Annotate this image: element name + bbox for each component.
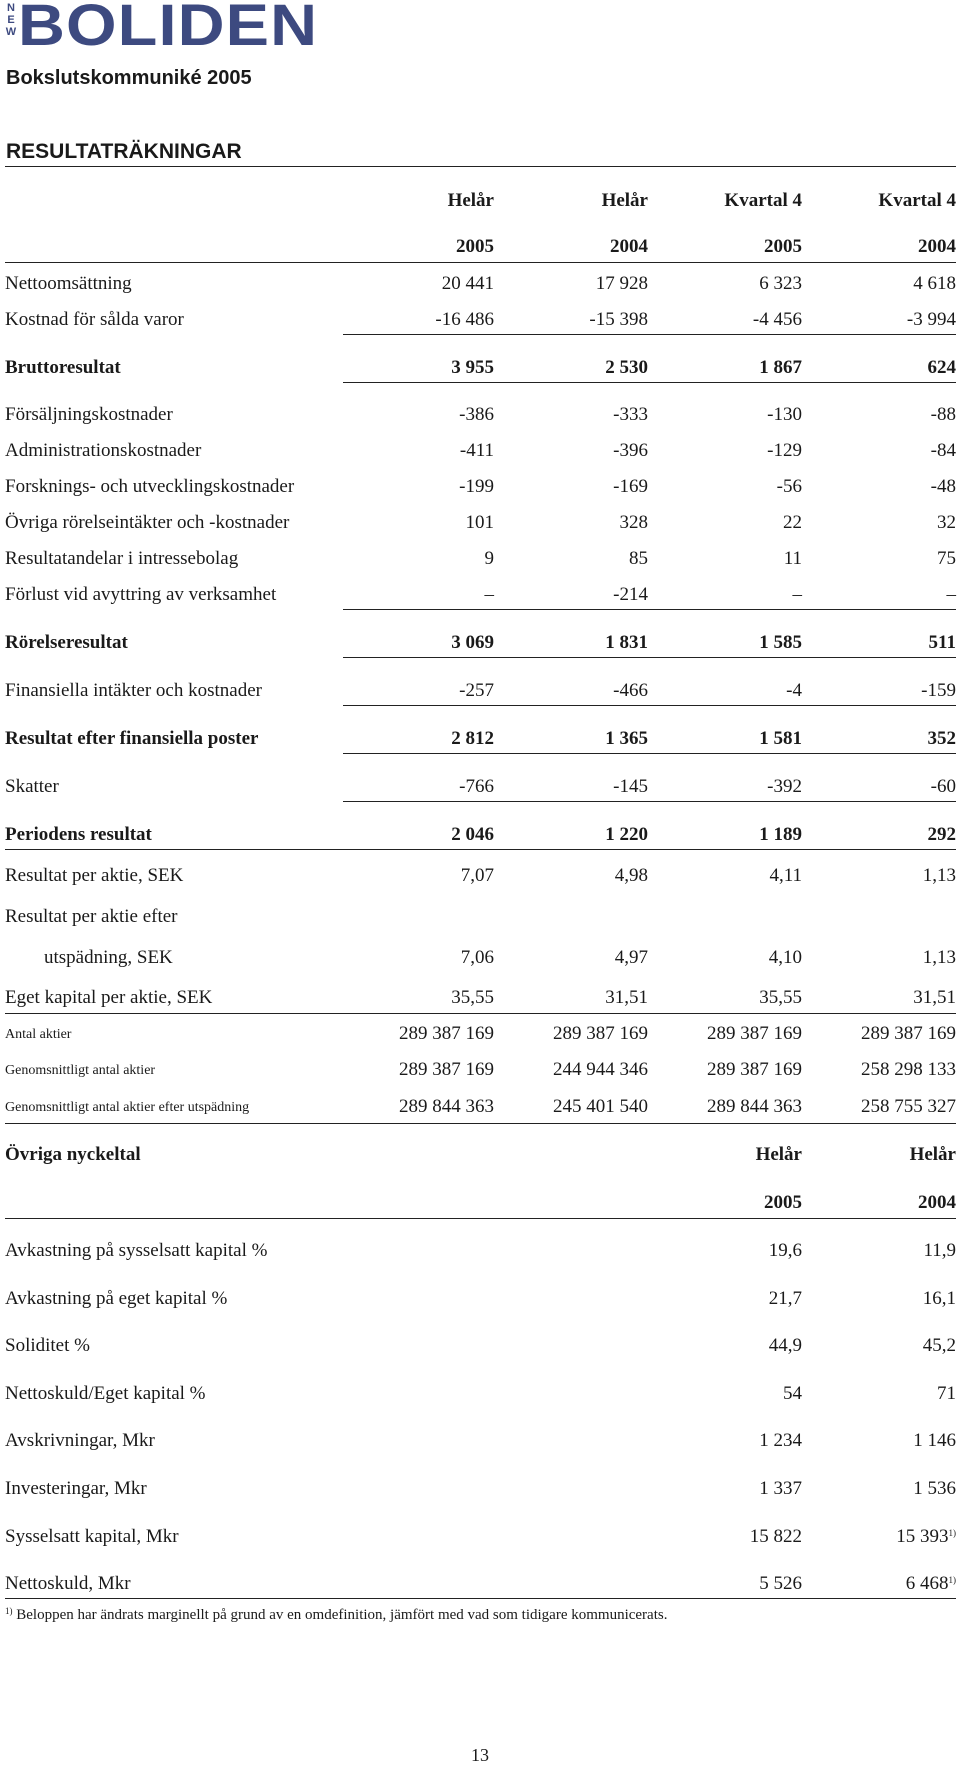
cell: 9 (484, 548, 494, 569)
cell: 4,98 (614, 865, 648, 886)
period-2: Helår (601, 190, 648, 211)
cell: 289 844 363 (399, 1096, 494, 1117)
total-rule (343, 753, 956, 754)
row-label: Resultat per aktie efter (5, 906, 178, 927)
cell: 35,55 (759, 987, 802, 1008)
document-title: Bokslutskommuniké 2005 (6, 67, 252, 89)
table-row (0, 824, 960, 848)
subtotal-rule (343, 334, 956, 335)
table-row (0, 584, 960, 608)
row-label: Finansiella intäkter och kostnader (5, 680, 262, 701)
cell: -3 994 (906, 309, 956, 330)
table-row (0, 1059, 960, 1083)
cell: 1 365 (605, 728, 648, 749)
cell-value: 15 393 (896, 1526, 949, 1547)
cell: 19,6 (768, 1240, 802, 1261)
table-row (0, 865, 960, 889)
table-row (0, 440, 960, 464)
logo-prefix: NEW (5, 2, 17, 38)
cell: 289 387 169 (707, 1059, 802, 1080)
cell: 21,7 (768, 1288, 802, 1309)
row-label: Soliditet % (5, 1335, 90, 1356)
cell: – (484, 584, 494, 605)
table-row (0, 1478, 960, 1502)
table-row (0, 906, 960, 930)
row-label: Forsknings- och utvecklingskostnader (5, 476, 295, 497)
income-header-years (0, 236, 960, 260)
cell: 1 234 (759, 1430, 802, 1451)
cell: 1 189 (759, 824, 802, 845)
row-label: Sysselsatt kapital, Mkr (5, 1526, 179, 1547)
cell: 15 822 (749, 1526, 802, 1547)
row-label: Avkastning på eget kapital % (5, 1288, 228, 1309)
cell: 1,13 (922, 865, 956, 886)
cell: -145 (613, 776, 648, 797)
cell: 71 (937, 1383, 956, 1404)
cell: -4 456 (752, 309, 802, 330)
income-header-periods (0, 190, 960, 214)
cell: -396 (613, 440, 648, 461)
row-label: Administrationskostnader (5, 440, 202, 461)
cell: 289 387 169 (553, 1023, 648, 1044)
cell: -84 (930, 440, 956, 461)
cell: 1 581 (759, 728, 802, 749)
divider (5, 1013, 956, 1014)
table-row (0, 1240, 960, 1264)
row-label: Investeringar, Mkr (5, 1478, 147, 1499)
row-label: Kostnad för sålda varor (5, 309, 184, 330)
cell: -88 (930, 404, 956, 425)
key-figures-end-rule (5, 1598, 956, 1599)
row-label: Försäljningskostnader (5, 404, 173, 425)
cell: -130 (767, 404, 802, 425)
footnote-mark: 1) (948, 1528, 956, 1538)
cell: 35,55 (451, 987, 494, 1008)
year-2: 2004 (610, 236, 648, 257)
table-row (0, 548, 960, 572)
cell: 31,51 (605, 987, 648, 1008)
table-row (0, 1288, 960, 1312)
cell: -159 (921, 680, 956, 701)
period-1: Helår (447, 190, 494, 211)
row-label: Resultatandelar i intressebolag (5, 548, 239, 569)
cell: 2 530 (605, 357, 648, 378)
footnote-mark: 1) (948, 1575, 956, 1585)
year-1: 2005 (456, 236, 494, 257)
row-label: Nettoskuld/Eget kapital % (5, 1383, 206, 1404)
footnote-mark: 1) (5, 1606, 13, 1616)
cell: 45,2 (922, 1335, 956, 1356)
table-row (0, 404, 960, 428)
cell: 6 323 (759, 273, 802, 294)
cell: 16,1 (922, 1288, 956, 1309)
cell: -169 (613, 476, 648, 497)
cell: 3 955 (451, 357, 494, 378)
cell: 258 755 327 (861, 1096, 956, 1117)
cell: -257 (459, 680, 494, 701)
cell: 75 (937, 548, 956, 569)
table-row (0, 273, 960, 297)
cell: 4,11 (769, 865, 802, 886)
row-label: Avskrivningar, Mkr (5, 1430, 155, 1451)
cell: 11 (783, 548, 802, 569)
cell: 2 812 (451, 728, 494, 749)
row-label: Avkastning på sysselsatt kapital % (5, 1240, 268, 1261)
cell: 1 220 (605, 824, 648, 845)
subtotal-rule (343, 801, 956, 802)
cell: 292 (927, 824, 956, 845)
cell: 245 401 540 (553, 1096, 648, 1117)
cell: 1 867 (759, 357, 802, 378)
cell: 5 526 (759, 1573, 802, 1594)
period-4: Kvartal 4 (878, 190, 956, 211)
kf-year-2: 2004 (918, 1192, 956, 1213)
cell: 244 944 346 (553, 1059, 648, 1080)
row-label: Periodens resultat (5, 824, 152, 845)
cell: 85 (629, 548, 648, 569)
page-number: 13 (471, 1745, 489, 1765)
cell: 352 (927, 728, 956, 749)
row-label: Skatter (5, 776, 59, 797)
total-rule (343, 657, 956, 658)
cell: -56 (776, 476, 802, 497)
cell: 289 844 363 (707, 1096, 802, 1117)
row-label: Resultat per aktie, SEK (5, 865, 184, 886)
row-label: Genomsnittligt antal aktier (5, 1063, 156, 1078)
kf-year-1: 2005 (764, 1192, 802, 1213)
cell: -214 (613, 584, 648, 605)
cell: 11,9 (923, 1240, 956, 1261)
key-figures-years (0, 1192, 960, 1216)
table-row (0, 1573, 960, 1597)
cell: 20 441 (441, 273, 494, 294)
row-label: Eget kapital per aktie, SEK (5, 987, 213, 1008)
cell: 3 069 (451, 632, 494, 653)
cell: – (946, 584, 956, 605)
cell: -16 486 (435, 309, 494, 330)
cell: 1 146 (913, 1430, 956, 1451)
kf-period-2: Helår (909, 1144, 956, 1165)
table-row (0, 1526, 960, 1550)
cell: 2 046 (451, 824, 494, 845)
total-rule (343, 382, 956, 383)
cell: 4,97 (614, 947, 648, 968)
table-row (0, 1023, 960, 1047)
cell: 289 387 169 (399, 1059, 494, 1080)
total-rule (5, 849, 956, 850)
cell: 258 298 133 (861, 1059, 956, 1080)
cell: 1 536 (913, 1478, 956, 1499)
cell: 289 387 169 (861, 1023, 956, 1044)
cell-value: 6 468 (905, 1573, 949, 1594)
cell: 511 (928, 632, 956, 653)
cell: 624 (927, 357, 956, 378)
table-end-rule (5, 1123, 956, 1124)
cell (806, 1573, 956, 1595)
footnote-text: Beloppen har ändrats marginellt på grund av en omdefinition, jämfört med vad som tidigare kommunicerats. (12, 1607, 668, 1623)
cell: 4,10 (768, 947, 802, 968)
cell: 44,9 (768, 1335, 802, 1356)
cell: 4 618 (913, 273, 956, 294)
table-row (0, 776, 960, 800)
key-figures-header (0, 1144, 960, 1168)
cell: -4 (786, 680, 802, 701)
period-3: Kvartal 4 (724, 190, 802, 211)
cell: -15 398 (589, 309, 648, 330)
section-divider (5, 166, 956, 167)
row-label: Resultat efter finansiella poster (5, 728, 259, 749)
cell: 1 831 (605, 632, 648, 653)
cell: -199 (459, 476, 494, 497)
row-label: Övriga rörelseintäkter och -kostnader (5, 512, 290, 533)
table-row (0, 1383, 960, 1407)
cell: 22 (783, 512, 802, 533)
table-row (0, 947, 960, 971)
kf-period-1: Helår (755, 1144, 802, 1165)
key-figures-rule (5, 1218, 956, 1219)
cell: 101 (465, 512, 494, 533)
row-label: Förlust vid avyttring av verksamhet (5, 584, 277, 605)
cell: -766 (459, 776, 494, 797)
cell: -466 (613, 680, 648, 701)
row-label: Genomsnittligt antal aktier efter utspädning (5, 1100, 250, 1115)
table-row (0, 987, 960, 1011)
cell: 1,13 (922, 947, 956, 968)
row-label: Rörelseresultat (5, 632, 128, 653)
table-row (0, 1096, 960, 1120)
row-label: Nettoomsättning (5, 273, 132, 294)
year-4: 2004 (918, 236, 956, 257)
cell: 289 387 169 (707, 1023, 802, 1044)
logo-word: BOLIDEN (18, 0, 319, 58)
row-label: Bruttoresultat (5, 357, 121, 378)
cell: -392 (767, 776, 802, 797)
cell (806, 1526, 956, 1548)
cell: 328 (619, 512, 648, 533)
year-3: 2005 (764, 236, 802, 257)
cell: 7,06 (460, 947, 494, 968)
cell: – (792, 584, 802, 605)
cell: 32 (937, 512, 956, 533)
table-row (0, 680, 960, 704)
table-row (0, 1430, 960, 1454)
table-row (0, 728, 960, 752)
cell: 1 585 (759, 632, 802, 653)
boliden-logo (5, 0, 319, 58)
row-label: Antal aktier (5, 1027, 72, 1042)
cell: 31,51 (913, 987, 956, 1008)
cell: -48 (930, 476, 956, 497)
subtotal-rule (343, 705, 956, 706)
subtotal-rule (343, 609, 956, 610)
table-row (0, 632, 960, 656)
cell: 7,07 (460, 865, 494, 886)
cell: -386 (459, 404, 494, 425)
cell: -411 (459, 440, 494, 461)
table-row (0, 357, 960, 381)
cell: 1 337 (759, 1478, 802, 1499)
key-figures-title: Övriga nyckeltal (5, 1144, 141, 1165)
table-row (0, 512, 960, 536)
cell: 54 (783, 1383, 802, 1404)
table-row (0, 309, 960, 333)
table-row (0, 1335, 960, 1359)
section-title: RESULTATRÄKNINGAR (6, 140, 242, 163)
cell: 289 387 169 (399, 1023, 494, 1044)
cell: -60 (930, 776, 956, 797)
cell: -333 (613, 404, 648, 425)
header-rule (5, 262, 956, 263)
row-label: Nettoskuld, Mkr (5, 1573, 131, 1594)
footnote (5, 1606, 667, 1624)
cell: 17 928 (595, 273, 648, 294)
row-label: utspädning, SEK (44, 947, 173, 968)
cell: -129 (767, 440, 802, 461)
table-row (0, 476, 960, 500)
